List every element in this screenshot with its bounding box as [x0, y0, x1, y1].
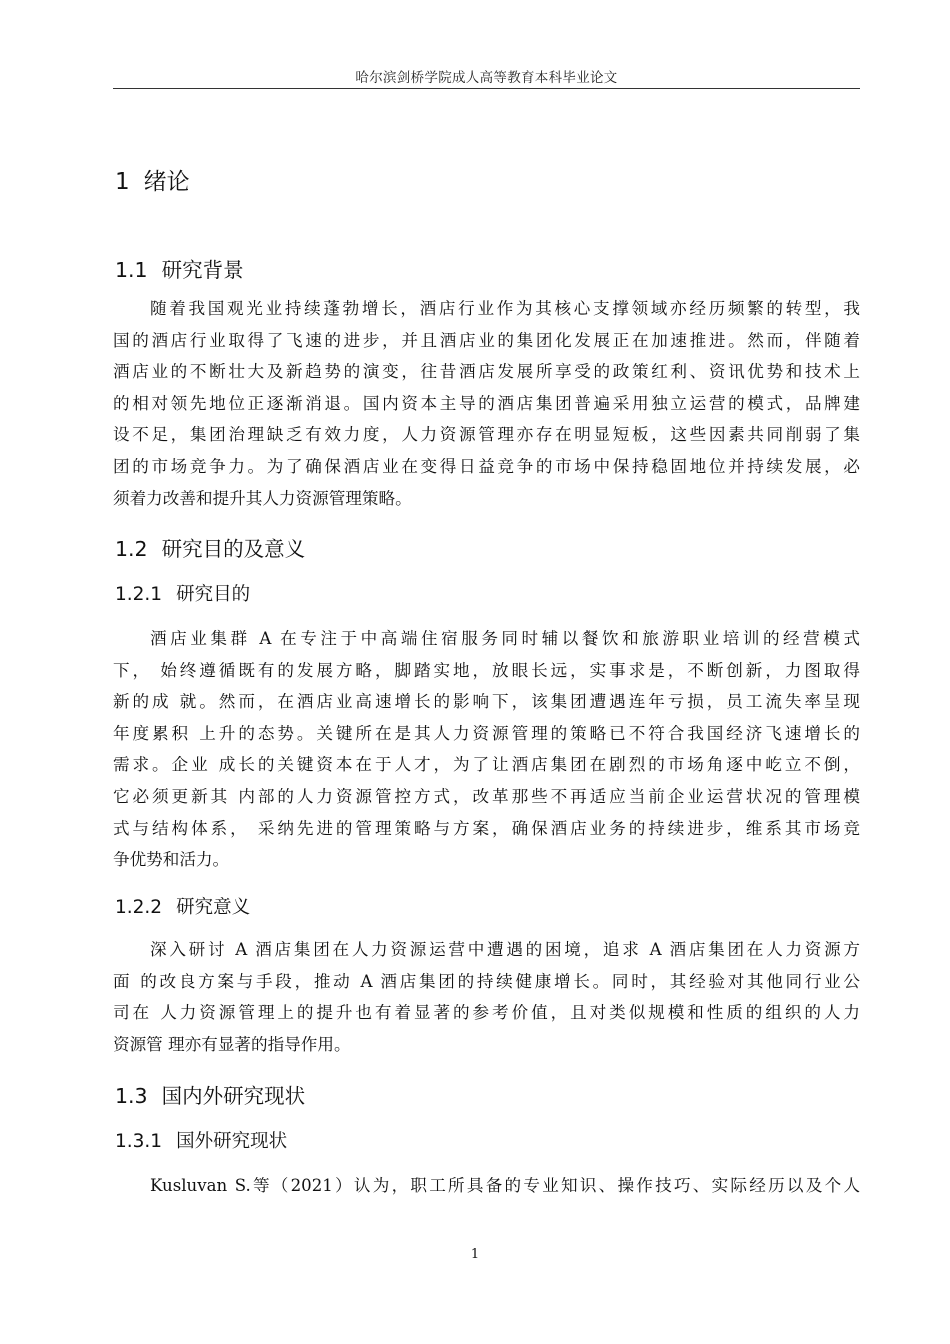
section-heading-1-2: [115, 532, 305, 562]
paragraph-line: 酒店业集群 A 在专注于中高端住宿服务同时辅以餐饮和旅游职业培训的经营模式: [150, 629, 860, 648]
paragraph-line: 酒店业的不断壮大及新趋势的演变，往昔酒店发展所享受的政策红利、资讯优势和技术上: [113, 362, 860, 382]
paragraph-line: 须着力改善和提升其人力资源管理策略。: [113, 488, 412, 508]
paragraph-line: Kusluvan S.等（2021）认为，职工所具备的专业知识、操作技巧、实际经历以及个人: [150, 1176, 860, 1195]
subsection-heading-1-2-2: [115, 893, 250, 919]
section-title: 研究目的及意义: [161, 537, 306, 561]
subsection-number: 1.3.1: [115, 1131, 163, 1152]
paragraph-line: 它必须更新其 内部的人力资源管控方式，改革那些不再适应当前企业运营状况的管理模: [113, 786, 860, 806]
paragraph-purpose: [113, 623, 860, 876]
section-number: 1.2: [115, 537, 148, 561]
chapter-number: 1: [115, 169, 130, 195]
section-title: 研究背景: [161, 258, 244, 282]
paragraph-line: 需求。企业 成长的关键资本在于人才，为了让酒店集团在剧烈的市场角逐中屹立不倒，: [113, 755, 860, 775]
subsection-title: 研究目的: [176, 584, 251, 605]
paragraph-line: 国的酒店行业取得了飞速的进步，并且酒店业的集团化发展正在加速推进。然而，伴随着: [113, 330, 860, 350]
section-heading-1-3: [115, 1079, 305, 1109]
section-title: 国内外研究现状: [161, 1084, 306, 1108]
paragraph-line: 深入研讨 A 酒店集团在人力资源运营中遭遇的困境，追求 A 酒店集团在人力资源方: [150, 940, 860, 959]
section-heading-1-1: [115, 253, 244, 283]
paragraph-line: 式与结构体系， 采纳先进的管理策略与方案，确保酒店业务的持续进步，维系其市场竞: [113, 818, 860, 838]
paragraph-line: 随着我国观光业持续蓬勃增长，酒店行业作为其核心支撑领域亦经历频繁的转型，我: [150, 299, 860, 318]
page-number: 1: [470, 1247, 480, 1262]
subsection-title: 国外研究现状: [176, 1131, 288, 1152]
section-number: 1.1: [115, 258, 148, 282]
paragraph-line: 争优势和活力。: [113, 850, 230, 870]
subsection-heading-1-3-1: [115, 1127, 287, 1153]
paragraph-line: 面 的改良方案与手段，推动 A 酒店集团的持续健康增长。同时，其经验对其他同行业公: [113, 971, 860, 991]
paragraph-line: 司在 人力资源管理上的提升也有着显著的参考价值，且对类似规模和性质的组织的人力: [113, 1003, 860, 1023]
paragraph-significance: [113, 934, 860, 1060]
paragraph-line: 设不足，集团治理缺乏有效力度，人力资源管理亦存在明显短板，这些因素共同削弱了集: [113, 425, 860, 445]
section-number: 1.3: [115, 1084, 148, 1108]
paragraph-line: 团的市场竞争力。为了确保酒店业在变得日益竞争的市场中保持稳固地位并持续发展，必: [113, 456, 860, 476]
paragraph-line: 的相对领先地位正逐渐消退。国内资本主导的酒店集团普遍采用独立运营的模式，品牌建: [113, 393, 860, 413]
paragraph-line: 新的成 就。然而，在酒店业高速增长的影响下，该集团遭遇连年亏损，员工流失率呈现: [113, 692, 860, 712]
running-header: 哈尔滨剑桥学院成人高等教育本科毕业论文: [355, 70, 618, 86]
paragraph-background: [113, 293, 860, 514]
paragraph-line: 资源管 理亦有显著的指导作用。: [113, 1034, 351, 1054]
subsection-number: 1.2.2: [115, 897, 163, 918]
header-rule: [113, 88, 860, 89]
paragraph-line: 下， 始终遵循既有的发展方略，脚踏实地，放眼长远，实事求是，不断创新，力图取得: [113, 660, 860, 680]
subsection-heading-1-2-1: [115, 580, 250, 606]
subsection-number: 1.2.1: [115, 584, 163, 605]
paragraph-line: 年度累积 上升的态势。关键所在是其人力资源管理的策略已不符合我国经济飞速增长的: [113, 723, 860, 743]
chapter-title: 绪论: [143, 169, 190, 195]
subsection-title: 研究意义: [176, 897, 251, 918]
paragraph-foreign-research: [113, 1170, 860, 1202]
chapter-heading: [115, 163, 190, 196]
